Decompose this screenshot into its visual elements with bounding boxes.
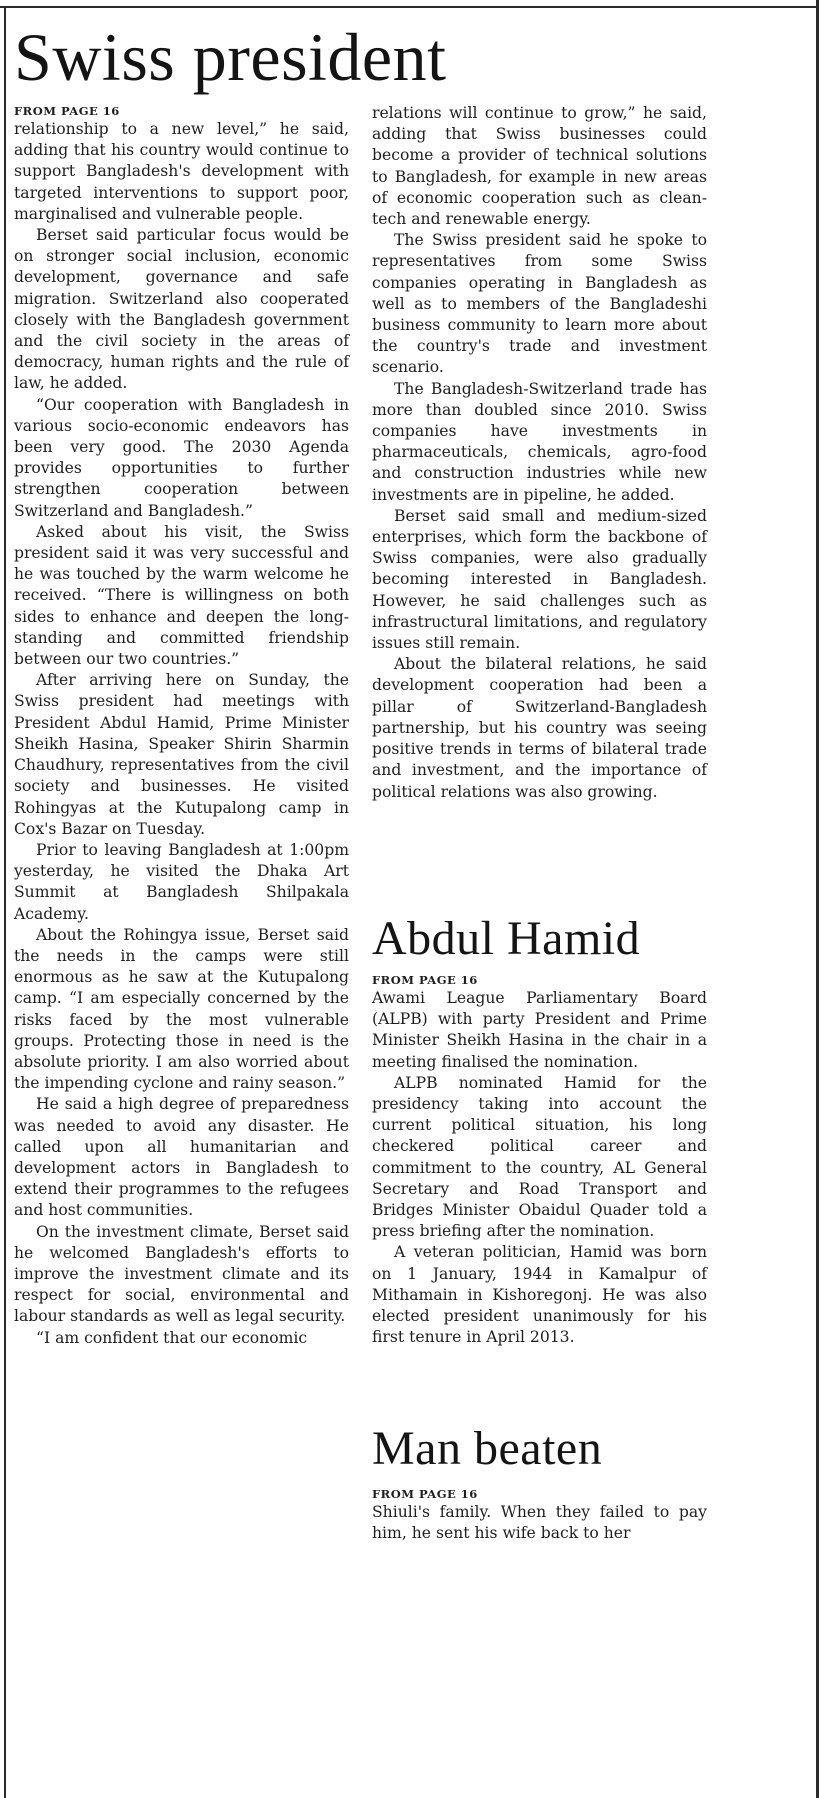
article-paragraph: Berset said particular focus would be on stronger social inclusion, economic development, governance and safe migration. Switzerland also cooperated closely with the Bangladesh government and the civil society in the areas of democracy, human rights and the rule of law, he added. xyxy=(14,226,349,393)
headline-abdul-hamid: Abdul Hamid xyxy=(372,912,641,965)
article-paragraph: relationship to a new level,” he said, adding that his country would continue to support Bangladesh's development with targeted interventions to support poor, marginalised and vulnerable people. xyxy=(14,120,349,223)
article-paragraph: ALPB nominated Hamid for the presidency taking into account the current political situation, his long checkered political career and commitment to the country, AL General Secretary and Road Transport and Bridges Minister Obaidul Quader told a press briefing after the nomination. xyxy=(372,1073,707,1241)
article-paragraph: About the bilateral relations, he said development cooperation had been a pillar of Switzerland-Bangladesh partnership, but his country was seeing positive trends in terms of bilateral trade and investment, and the importance of political relations was also growing. xyxy=(372,655,707,801)
article-paragraph: relations will continue to grow,” he said, adding that Swiss businesses could become a provider of technical solutions to Bangladesh, for example in new areas of economic cooperation such as clean-tech and renewable energy. xyxy=(372,104,707,229)
left-rule xyxy=(4,6,6,1798)
abdul-hamid-column xyxy=(372,972,707,1348)
top-rule xyxy=(0,6,817,8)
article-paragraph: The Bangladesh-Switzerland trade has more than doubled since 2010. Swiss companies have investments in pharmaceuticals, chemicals, agro-food and construction industries while new investments are in pipeline, he added. xyxy=(372,379,707,504)
article-paragraph: Prior to leaving Bangladesh at 1:00pm yesterday, he visited the Dhaka Art Summit at Bangladesh Shilpakala Academy. xyxy=(14,840,349,923)
article-paragraph: Awami League Parliamentary Board (ALPB) with party President and Prime Minister Sheikh Hasina in the chair in a meeting finalised the nomination. xyxy=(372,989,707,1071)
kicker-from-page: FROM PAGE 16 xyxy=(372,1487,478,1501)
article-paragraph: Berset said small and medium-sized enterprises, which form the backbone of Swiss companies, were also gradually becoming interested in Bangladesh. However, he said challenges such as infrastructural limitations, and regulatory issues still remain. xyxy=(372,506,707,653)
right-rule xyxy=(816,0,819,1798)
swiss-president-column-2 xyxy=(372,103,707,803)
man-beaten-column xyxy=(372,1486,707,1544)
swiss-president-column-1 xyxy=(14,103,349,1349)
article-paragraph: About the Rohingya issue, Berset said the needs in the camps were still enormous as he saw at the Kutupalong camp. “I am especially concerned by the risks faced by the most vulnerable groups. Protecting those in need is the absolute priority. I am also worried about the impending cyclone and rainy season.” xyxy=(14,925,349,1093)
kicker-from-page: FROM PAGE 16 xyxy=(14,104,120,118)
article-paragraph: Asked about his visit, the Swiss president said it was very successful and he was touched by the warm welcome he received. “There is willingness on both sides to enhance and deepen the long-standing and committed friendship between our two countries.” xyxy=(14,522,349,669)
article-paragraph: “Our cooperation with Bangladesh in various socio-economic endeavors has been very good. The 2030 Agenda provides opportunities to further strengthen cooperation between Switzerland and Bangladesh.” xyxy=(14,395,349,520)
article-paragraph: After arriving here on Sunday, the Swiss president had meetings with President Abdul Hamid, Prime Minister Sheikh Hasina, Speaker Shirin Sharmin Chaudhury, representatives from the civil society and businesses. He visited Rohingyas at the Kutupalong camp in Cox's Bazar on Tuesday. xyxy=(14,671,349,838)
article-paragraph: “I am confident that our economic xyxy=(36,1328,308,1347)
kicker-from-page: FROM PAGE 16 xyxy=(372,973,478,987)
article-paragraph: He said a high degree of preparedness was needed to avoid any disaster. He called upon all humanitarian and development actors in Bangladesh to extend their programmes to the refugees and host communities. xyxy=(14,1095,349,1220)
article-paragraph: A veteran politician, Hamid was born on 1 January, 1944 in Kamalpur of Mithamain in Kishoregonj. He was also elected president unanimously for his first tenure in April 2013. xyxy=(372,1243,707,1347)
article-paragraph: Shiuli's family. When they failed to pay him, he sent his wife back to her xyxy=(372,1503,707,1543)
headline-swiss-president: Swiss president xyxy=(14,19,447,95)
article-paragraph: On the investment climate, Berset said he welcomed Bangladesh's efforts to improve the investment climate and its respect for social, environmental and labour standards as well as legal security. xyxy=(14,1222,349,1326)
article-paragraph: The Swiss president said he spoke to representatives from some Swiss companies operating in Bangladesh as well as to members of the Bangladeshi business community to learn more about the country's trade and investment scenario. xyxy=(372,231,707,377)
headline-man-beaten: Man beaten xyxy=(372,1422,603,1475)
